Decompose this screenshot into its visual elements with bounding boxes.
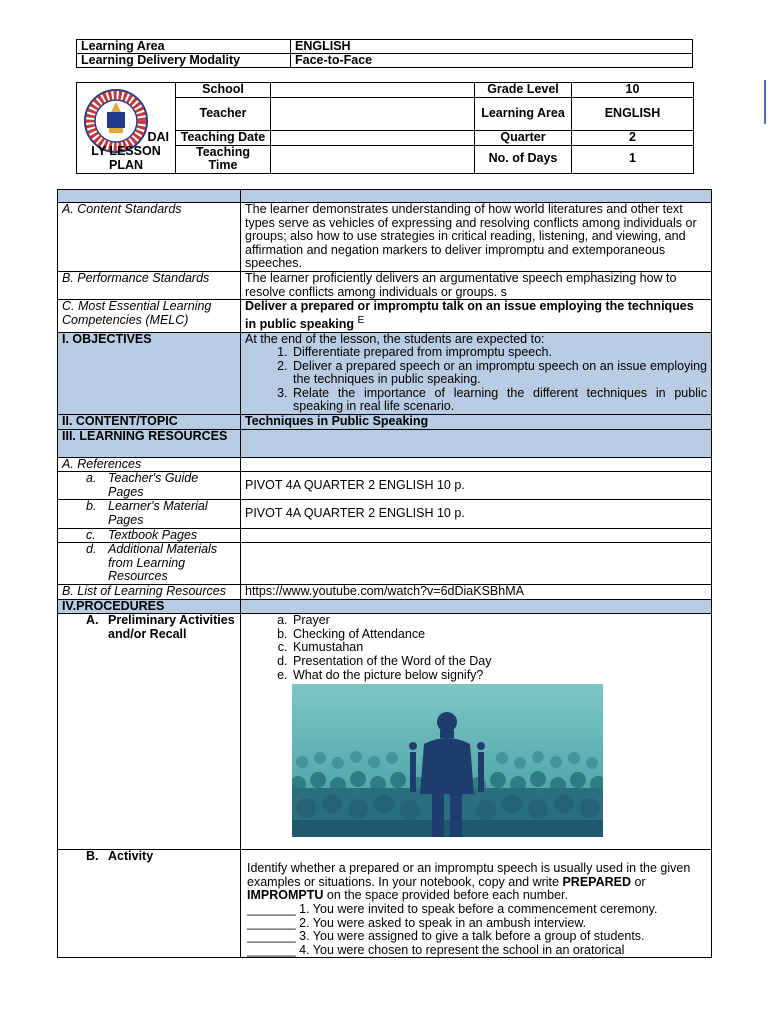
melc-cell: [241, 300, 712, 332]
learners-material-value: PIVOT 4A QUARTER 2 ENGLISH 10 p.: [241, 500, 712, 528]
lesson-plan-table: [57, 189, 712, 958]
learning-area-value-2: ENGLISH: [572, 98, 694, 131]
procedures-value: [241, 599, 712, 614]
plan-title-line2: LY LESSON: [91, 143, 161, 158]
textbook-marker: c.: [86, 527, 96, 542]
grade-level-value: 10: [572, 83, 694, 98]
additional-cell: [58, 543, 241, 585]
activity-prepared: PREPARED: [562, 874, 631, 889]
performance-standards-text: The learner proficiently delivers an argumentative speech emphasizing how to resolve conflicts among individuals or groups. s: [241, 271, 712, 299]
procedures-label: IV.PROCEDURES: [58, 599, 241, 614]
learning-resources-label: III. LEARNING RESOURCES: [58, 429, 241, 457]
public-speaking-picture: [292, 684, 603, 837]
list-resources-value: https://www.youtube.com/watch?v=6dDiaKSBhMA: [241, 585, 712, 600]
school-label: School: [176, 83, 271, 98]
activity-item: _______ 1. You were invited to speak before a commencement ceremony.: [247, 901, 658, 916]
performance-standards-label: B. Performance Standards: [58, 271, 241, 299]
additional-value: [241, 543, 712, 585]
modality-value: Face-to-Face: [291, 54, 693, 68]
plan-title-line1: DAI: [147, 129, 169, 144]
preliminary-items-cell: [241, 614, 712, 850]
preliminary-cell: [58, 614, 241, 850]
lesson-header-table: [76, 82, 694, 174]
plan-title-line3: PLAN: [108, 157, 144, 172]
school-value: [271, 83, 475, 98]
blank-header-left: [58, 190, 241, 203]
objectives-label: I. OBJECTIVES: [58, 332, 241, 415]
modality-label: Learning Delivery Modality: [77, 54, 291, 68]
content-topic-value: Techniques in Public Speaking: [241, 415, 712, 430]
learning-area-table: [76, 39, 693, 68]
teaching-date-value: [271, 131, 475, 146]
preliminary-item: c. Kumustahan: [291, 641, 707, 655]
objective-item: 3. Relate the importance of learning the different techniques in public speaking in real life scenario.: [291, 387, 707, 414]
learners-material-label: Learner's Material Pages: [108, 499, 208, 528]
content-standards-text: The learner demonstrates understanding of how world literatures and other text types serve as vehicles of expressing and resolving conflicts among individuals or groups; also how to use strategies in critical reading, listening, and viewing, and affirmation and negation markers to deliver impromptu and extemporaneous speeches.: [241, 203, 712, 272]
activity-rest: on the space provided before each number.: [323, 888, 569, 903]
references-label: A. References: [58, 457, 241, 472]
learning-area-label-2: Learning Area: [475, 98, 572, 131]
list-resources-label: B. List of Learning Resources: [58, 585, 241, 600]
learners-material-marker: b.: [86, 499, 97, 514]
teaching-date-label: Teaching Date: [176, 131, 271, 146]
grade-level-label: Grade Level: [475, 83, 572, 98]
objectives-intro: At the end of the lesson, the students are expected to:: [245, 331, 545, 346]
teachers-guide-label: Teacher's Guide Pages: [108, 471, 199, 499]
days-label: No. of Days: [475, 145, 572, 173]
activity-intro: Identify whether a prepared or an impromptu speech is usually used in the given examples or situations. In your notebook, copy and write: [247, 861, 691, 889]
learning-resources-value: [241, 429, 712, 457]
preliminary-marker: A.: [86, 613, 99, 628]
blank-header-right: [241, 190, 712, 203]
logo-cell: [77, 83, 176, 174]
activity-cell: [58, 850, 241, 958]
activity-marker: B.: [86, 849, 99, 864]
objective-item: 1. Differentiate prepared from impromptu speech.: [291, 346, 707, 360]
content-topic-label: II. CONTENT/TOPIC: [58, 415, 241, 430]
references-value: [241, 457, 712, 472]
teachers-guide-marker: a.: [86, 471, 97, 486]
preliminary-list: [245, 614, 707, 682]
activity-instructions: [247, 862, 707, 903]
objectives-cell: [241, 332, 712, 415]
teacher-label: Teacher: [176, 98, 271, 131]
additional-label: Additional Materials from Learning Resources: [108, 542, 218, 584]
quarter-label: Quarter: [475, 131, 572, 146]
activity-impromptu: IMPROMPTU: [247, 888, 324, 903]
teaching-time-value: [271, 145, 475, 173]
learning-area-value: ENGLISH: [291, 40, 693, 54]
quarter-value: 2: [572, 131, 694, 146]
objectives-list: [245, 346, 707, 414]
melc-label: C. Most Essential Learning Competencies (MELC): [58, 300, 241, 332]
preliminary-item: e. What do the picture below signify?: [291, 669, 707, 683]
objective-item: 2. Deliver a prepared speech or an impromptu speech on an issue employing the techniques in public speaking.: [291, 360, 707, 387]
melc-text: Deliver a prepared or impromptu talk on an issue employing the techniques in public speaking: [245, 299, 694, 331]
days-value: 1: [572, 145, 694, 173]
activity-label: Activity: [108, 849, 154, 864]
activity-item: _______ 4. You were chosen to represent the school in an oratorical: [247, 942, 625, 957]
activity-content: [241, 850, 712, 958]
activity-or: or: [631, 874, 646, 889]
teaching-time-label: Teaching Time: [176, 145, 271, 173]
preliminary-item: d. Presentation of the Word of the Day: [291, 655, 707, 669]
preliminary-label: Preliminary Activities and/or Recall: [108, 613, 235, 641]
additional-marker: d.: [86, 542, 97, 557]
teachers-guide-value: PIVOT 4A QUARTER 2 ENGLISH 10 p.: [241, 472, 712, 500]
textbook-value: [241, 528, 712, 543]
textbook-label: Textbook Pages: [108, 527, 198, 542]
page-edge-marker: [764, 80, 766, 124]
learners-material-cell: [58, 500, 241, 528]
textbook-cell: [58, 528, 241, 543]
content-standards-label: A. Content Standards: [58, 203, 241, 272]
preliminary-item: b. Checking of Attendance: [291, 628, 707, 642]
teacher-value: [271, 98, 475, 131]
teachers-guide-cell: [58, 472, 241, 500]
preliminary-item: a. Prayer: [291, 614, 707, 628]
melc-suffix: E: [357, 314, 365, 326]
activity-item: _______ 3. You were assigned to give a talk before a group of students.: [247, 929, 645, 944]
activity-item: _______ 2. You were asked to speak in an ambush interview.: [247, 915, 587, 930]
learning-area-label: Learning Area: [77, 40, 291, 54]
